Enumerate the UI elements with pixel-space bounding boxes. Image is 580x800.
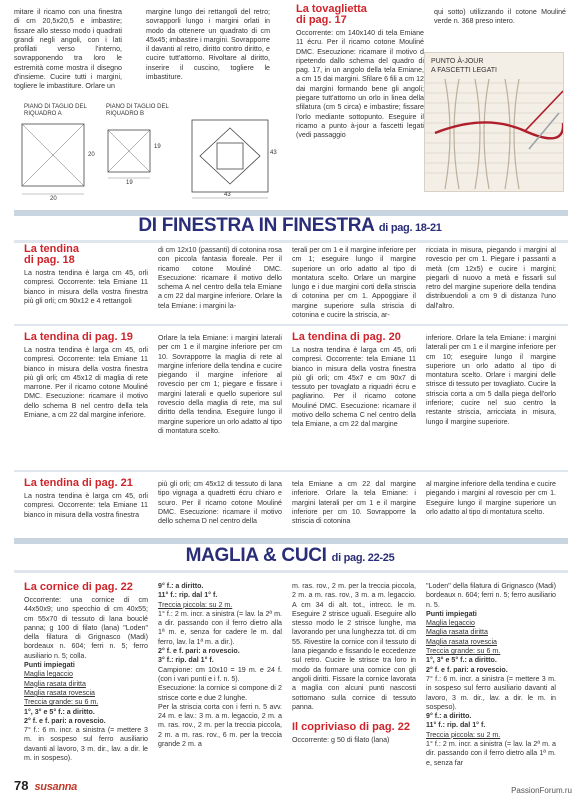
- top-col-1: [14, 8, 122, 92]
- dim-a-w: 20: [50, 196, 57, 202]
- stitch-illustration: [425, 53, 564, 192]
- tendina18-title: La tendina di pag. 18: [24, 243, 80, 266]
- dim-b-h: 19: [154, 144, 161, 150]
- tovaglietta-text: Occorrente: cm 140x140 di tela Emiane 11 écru. Per il ricamo cotone Mouliné DMC. Esecuzione: ricamare il motivo d ripetendo dallo schema del quadro di pag. 17, in un angolo della tela Emiane, a cm 15 dai margini. Sfilare 6 fili a cm 12 dai margini formando bene gli angoli; piegare tutt'attorno un orlo in linea della sfilatura (cm 5 circa) e imbastire; fissare l'orlo mediante sottopunto. Eseguire il ricamo a punto à-jour a fascetti legati (vedi passaggio: [296, 29, 424, 140]
- dim-a-h: 20: [88, 152, 95, 158]
- tendina20-text: La nostra tendina è larga cm 45, orli compresi. Occorrente: tela Emiane 11 bianco in misura della vostra finestra più gli orli; cm 45x7 e cm 90x7 di tessuto per tovaglato a riquadri écru e pagliarino. Per il ricamo cotone Mouliné DMC. Esecuzione: ricamare il motivo dello schema C nel centro della tela Emiane, a cm 22 dal margine: [292, 346, 416, 429]
- maglia-col-4: "Loden" della filatura di Grignasco (Madi) bordeaux n. 604; ferri n. 5; ferro ausiliario n. 5. Punti impiegati Maglia legaccio Maglia rasata diritta Maglia rasata rovescia Treccia grande: su 6 m. 1°, 3° e 5° f.: a diritto. 2° f. e f. pari: a rovescio. 7° f.: 6 m. incr. a sinistra (= mettere 3 m. in sospeso sul ferro ausiliario davanti al lavoro, 3 m. dir., lav. a dir. le m. in sospeso). 9° f.: a diritto. 11° f.: rip. dal 1° f. Treccia piccola: su 2 m. 1° f.: 2 m. incr. a sinistra (= lav. la 2ª m. a dir. passando con il ferro dietro alla 1ª m. e, senza far: [426, 582, 556, 767]
- cornice-pt-0: Maglia legaccio: [24, 670, 73, 679]
- top-col-2-text: margine lungo dei rettangoli del retro; sovrapporli lungo i margini orlati in modo da ottenere un quadrato di cm 45x45; imbastire i margini. Sovrapporre il davanti al retro, diritto contro diritto, e cucire tutt'attorno. Rivoltare al diritto, inserire il cuscino, togliere le imbastiture.: [146, 8, 270, 82]
- cornice-pt-1: Maglia rasata diritta: [24, 679, 86, 688]
- tendina21-title: La tendina di pag. 21: [24, 477, 133, 489]
- dim-c-h: 43: [270, 150, 277, 156]
- diagram-shapes: [18, 118, 280, 202]
- copriviaso-occ: Occorrente: g 50 di filato (lana): [292, 736, 390, 745]
- cornice-title: La cornice di pag. 22: [24, 581, 133, 593]
- tendina21-section: [24, 478, 148, 520]
- footer: [14, 778, 77, 793]
- dim-c-w: 43: [224, 192, 231, 198]
- tendina18-col3: terali per cm 1 e il margine inferiore per cm 1; eseguire lungo il margine superiore un orlo adatto al tipo di montatura scelto. Orlare un margine lungo e i due margini corti della striscia di cotonina per cm 1. Appoggiare il margine superiore sulla striscia di cotonina e cucire la striscia, ar-: [292, 246, 416, 320]
- stitch-photo: [424, 52, 564, 192]
- banner2-band-bottom: [14, 570, 568, 573]
- tendina21-col2: più gli orli; cm 45x12 di tessuto di lana tipo vignaga a quadretti écru chiaro e scuro. Per il ricamo cotone Mouliné DMC. Esecuzione: ricamare il motivo dello schema D nel centro della: [158, 480, 282, 526]
- banner-band-bottom: [14, 240, 568, 243]
- tovaglietta-section: [296, 4, 424, 141]
- copriviaso-title: Il copriviaso di pag. 22: [292, 721, 411, 734]
- cutting-diagrams: [18, 104, 280, 202]
- tendina18-section: [24, 244, 148, 306]
- tendina20-title: La tendina di pag. 20: [292, 331, 401, 343]
- cornice-r2: 2° f. e f. pari: a rovescio.: [24, 716, 106, 725]
- diagram-a-label: PIANO DI TAGLIO DEL RIQUADRO A: [24, 104, 87, 117]
- page-number: 78: [14, 778, 29, 793]
- cornice-points-title: Punti impiegati: [24, 661, 75, 670]
- dim-b-w: 19: [126, 180, 133, 186]
- finestra-banner: DI FINESTRA IN FINESTRA di pag. 18-21: [138, 215, 442, 236]
- cornice-r7: 7° f.: 6 m. incr. a sinistra (= mettere 3 m. in sospeso sul ferro ausiliario davanti al lavoro, 3 m. dir., lav. a dir. le m. in sospeso).: [24, 726, 148, 763]
- tendina21-col4: al margine inferiore della tendina e cucire piegando i margini al rovescio per cm 1. Eseguire lungo il margine superiore un orlo adatto al tipo di montatura scelto.: [426, 480, 556, 516]
- watermark: PassionForum.ru: [511, 786, 572, 795]
- cornice-p1: Occorrente: una cornice di cm 44x50x9; uno specchio di cm 40x55; cm 55x70 di tessuto di lana bouclé panna; g 100 di filato (lana) "Loden" della filatura di Grignasco (Madi) bordeaux n. 604; ferri n. 5; ferro ausiliario n. 5; colla.: [24, 596, 148, 660]
- tendina18-col2: di cm 12x10 (passanti) di cotonina rosa con piccola fantasia floreale. Per il ricamo cotone Mouliné DMC. Esecuzione: ricamare il motivo dello schema A nel centro della tela Emiane a cm 22 dal margine inferiore. Orlare la tela Emiane: i margini la-: [158, 246, 282, 310]
- top-col-2: [146, 8, 270, 82]
- tendina18-col4: ricciata in misura, piegando i margini al rovescio per cm 1. Piegare i passanti a metà (cm 12x5) e cucire i margini; piegarli di nuovo a metà e fissarli sul retro del margine superiore della tendina distribuendoli a cm 9 di distanza l'uno dall'altro.: [426, 246, 556, 310]
- tendina20-col2: inferiore. Orlare la tela Emiane: i margini laterali per cm 1 e il margine inferiore per cm 10; eseguire lungo il margine superiore un orlo adatto al tipo di montatura scelto. Orlare i margini delle strisce di tessuto per tovagliato. Cucire la striscia corta a cm 5 dalla piega dell'orlo inferiore; cucire nel suo centro la restante striscia, arricciata in misura, lungo il margine superiore.: [426, 334, 556, 426]
- tendina21-text: La nostra tendina è larga cm 45, orli compresi. Occorrente: tela Emiane 11 bianco in misura della vostra finestra: [24, 492, 148, 519]
- maglia-col-3: [292, 582, 416, 745]
- divider-1: [14, 324, 568, 326]
- cornice-pt-3: Treccia grande: su 6 m.: [24, 698, 99, 707]
- cornice-section: [24, 582, 148, 763]
- tendina20-section: [292, 332, 416, 430]
- maglia-col-2: 9° f.: a diritto. 11° f.: rip. dal 1° f. Treccia piccola: su 2 m. 1° f.: 2 m. incr. a sinistra (= lav. la 2ª m. a dir. passando con il ferro dietro alla 1ª m. e, senza for cadere le m. dal ferro, lav. la 1ª m. a dir.). 2° f. e f. pari: a rovescio. 3° f.: rip. dal 1° f. Campione: cm 10x10 = 19 m. e 24 f. (con i vari punti e i f. n. 5). Esecuzione: la cornice si compone di 2 strisce corte e due 2 lunghe. Per la striscia corta con i ferri n. 5 avv. 24 m. e lav.: 3 m. a m. legaccio, 2 m. a m. ras. rov., 2 m. per la treccia piccola, 2 m. a m. ras. rov., 6 m. per la treccia grande 2 m. a: [158, 582, 282, 749]
- tendina19-title: La tendina di pag. 19: [24, 331, 133, 343]
- tovaglietta-side-text: qui sotto) utilizzando il cotone Mouliné verde n. 368 preso intero.: [434, 8, 566, 26]
- col3-maglia-text: m. ras. rov., 2 m. per la treccia piccola, 2 m. a m. ras. rov., 3 m. a m. legaccio. A cm 34 di alt. tot., intrecc. le m. Eseguire 2 strisce uguali. Eseguire allo stesso modo le 2 strisce lunghe, ma lavorando per una lunghezza tot. di cm 55. Rivestire la cornice con il tessuto di lana piegando e fissando le eccedenze sul retro. Cucire le strisce tra loro in modo da formare una cornice con gli angoli diritti. Fissare la cornice lavorata a maglia con alcuni punti nascosti sottomano sulla cornice di tessuto panna.: [292, 582, 416, 711]
- tovaglietta-side: [434, 8, 566, 27]
- tendina19-col2: Orlare la tela Emiane: i margini laterali per cm 1 e il margine inferiore per cm 10. Sovrapporre la maglia di rete al margine inferiore della tendina e cucire piegando il margine inferiore al rovescio per cm 1; piegare e fissare i margini laterali e quello superiore sul rovescio della maglia di rete, ma sul diritto della tendina. Eseguire lungo il margine superiore un orlo adatto al tipo di montatura scelto.: [158, 334, 282, 435]
- tendina21-col3: tela Emiane a cm 22 dal margine inferiore. Orlare la tela Emiane: i margini laterali per cm 1 e il margine inferiore per cm 10. Sovrapporre la striscia di cotonina: [292, 480, 416, 526]
- maglia-banner: MAGLIA & CUCI di pag. 22-25: [185, 545, 395, 566]
- tovaglietta-title: La tovaglietta di pag. 17: [296, 3, 367, 26]
- cornice-r1: 1°, 3° e 5° f.: a diritto.: [24, 707, 95, 716]
- brand-logo: susanna: [34, 781, 77, 793]
- top-col-1-text: mitare il ricamo con una finestra di cm 20,5x20,5 e imbastire; fissare allo stesso modo i quadrati grandi negli angoli, con i lati profilati verso l'interno, sovrapponendo tra loro le estremità come mostra il disegno d'insieme. Cucire tutti i margini, togliere le imbastiture. Orlare un: [14, 8, 122, 91]
- cornice-pt-2: Maglia rasata rovescia: [24, 688, 95, 697]
- photo-caption: PUNTO À-JOUR A FASCETTI LEGATI: [431, 58, 497, 74]
- diagram-b-label: PIANO DI TAGLIO DEL RIQUADRO B: [106, 104, 169, 117]
- tendina18-text: La nostra tendina è larga cm 45, orli compresi. Occorrente: tela Emiane 11 bianco in misura della vostra finestra più gli orli; cm 90x12 e 4 rettangoli: [24, 269, 148, 305]
- tendina19-section: [24, 332, 148, 420]
- divider-2: [14, 470, 568, 472]
- tendina19-text: La nostra tendina è larga cm 45, orli compresi. Occorrente: tela Emiane 11 bianco in misura della vostra finestra più gli orli; cm 45x12 di maglia di rete marrone. Per il ricamo cotone Mouliné DMC. Esecuzione: ricamare il motivo dello schema B nel centro della tela Emiane, a cm 22 dal margine inferiore.: [24, 346, 148, 420]
